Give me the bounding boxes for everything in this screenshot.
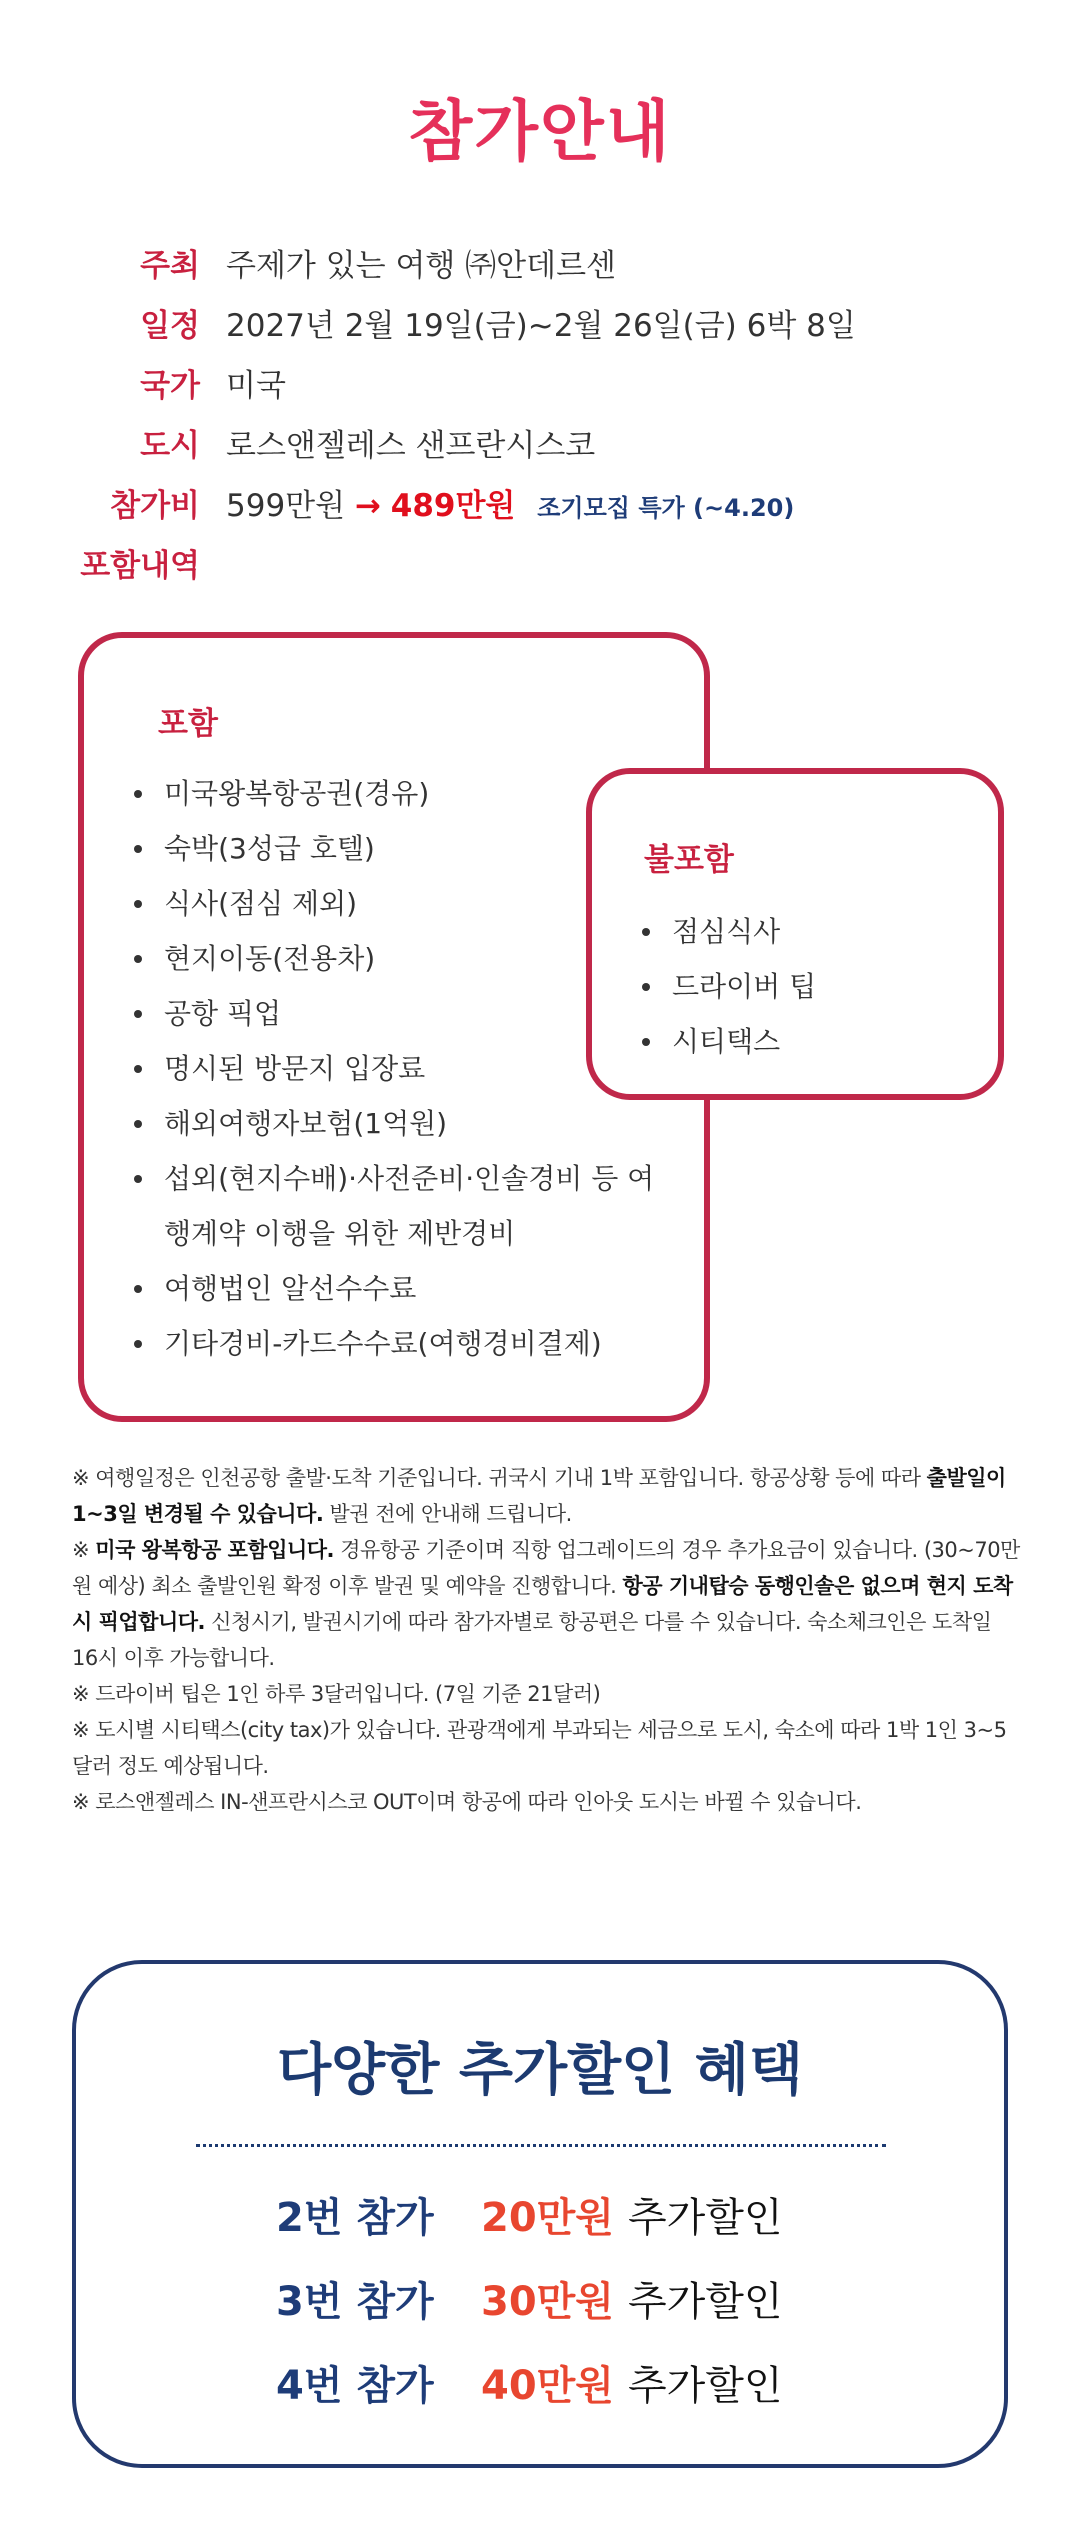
- note-emphasis: 출발일이 1~3일 변경될 수 있습니다.: [72, 1466, 1006, 1526]
- list-item: 드라이버 팁: [636, 959, 966, 1014]
- list-item: 여행법인 알선수수료: [128, 1261, 658, 1316]
- list-item: 숙박(3성급 호텔): [128, 821, 658, 876]
- list-item: 시티택스: [636, 1014, 966, 1069]
- host-label: 주최: [140, 248, 200, 284]
- discount-text: 추가할인: [627, 2279, 783, 2325]
- country-value: 미국: [226, 368, 286, 404]
- info-row-includes: [60, 540, 1040, 600]
- note-emphasis: 미국 왕복항공 포함입니다.: [95, 1538, 335, 1562]
- discount-list: [276, 2186, 783, 2438]
- host-value: 주제가 있는 여행 ㈜안데르센: [226, 248, 616, 284]
- discount-row: [276, 2354, 783, 2438]
- discount-amount: 30만원: [481, 2279, 614, 2325]
- info-row-host: [60, 240, 1040, 300]
- info-row-schedule: [60, 300, 1040, 360]
- discount-text: 추가할인: [627, 2363, 783, 2409]
- discount-row: [276, 2186, 783, 2270]
- fee-discounted: 489만원: [390, 488, 516, 524]
- list-item: 명시된 방문지 입장료: [128, 1041, 658, 1096]
- city-value: 로스앤젤레스 샌프란시스코: [226, 428, 596, 464]
- schedule-label: 일정: [140, 308, 200, 344]
- list-item: 식사(점심 제외): [128, 876, 658, 931]
- info-row-fee: [60, 480, 1040, 540]
- list-item: 미국왕복항공권(경유): [128, 766, 658, 821]
- participation-count: 3번 참가: [276, 2279, 434, 2325]
- excluded-title: 불포함: [644, 842, 734, 878]
- note-driver-tip: ※ 드라이버 팁은 1인 하루 3달러입니다. (7일 기준 21달러): [72, 1682, 601, 1706]
- list-item: 기타경비-카드수수료(여행경비결제): [128, 1316, 658, 1371]
- list-item: 섭외(현지수배)·사전준비·인솔경비 등 여행계약 이행을 위한 제반경비: [128, 1151, 658, 1261]
- list-item: 현지이동(전용차): [128, 931, 658, 986]
- info-row-country: [60, 360, 1040, 420]
- schedule-value: 2027년 2월 19일(금)~2월 26일(금) 6박 8일: [226, 308, 856, 344]
- note-route: ※ 로스앤젤레스 IN-샌프란시스코 OUT이며 항공에 따라 인아웃 도시는 바뀔 수 있습니다.: [72, 1790, 862, 1814]
- discount-box: [72, 1960, 1008, 2468]
- participation-count: 2번 참가: [276, 2195, 434, 2241]
- arrow-right-icon: →: [354, 488, 381, 524]
- page-title: 참가안내: [408, 93, 672, 170]
- fee-original: 599만원: [226, 488, 346, 524]
- discount-text: 추가할인: [627, 2195, 783, 2241]
- note-city-tax: ※ 도시별 시티택스(city tax)가 있습니다. 관광객에게 부과되는 세금으로 도시, 숙소에 따라 1박 1인 3~5달러 정도 예상됩니다.: [72, 1718, 1007, 1778]
- discount-row: [276, 2270, 783, 2354]
- notes: [72, 1460, 1022, 1820]
- excluded-list: [636, 904, 966, 1069]
- participation-count: 4번 참가: [276, 2363, 434, 2409]
- dotted-divider: [196, 2144, 886, 2147]
- discount-title: 다양한 추가할인 혜택: [277, 2038, 803, 2103]
- list-item: 해외여행자보험(1억원): [128, 1096, 658, 1151]
- discount-amount: 20만원: [481, 2195, 614, 2241]
- early-bird-note: 조기모집 특가 (~4.20): [537, 494, 795, 522]
- fee-value: [226, 480, 794, 525]
- discount-amount: 40만원: [481, 2363, 614, 2409]
- country-label: 국가: [140, 368, 200, 404]
- included-title: 포함: [158, 706, 218, 742]
- info-table: [60, 240, 1040, 600]
- list-item: 점심식사: [636, 904, 966, 959]
- includes-label: 포함내역: [80, 548, 200, 584]
- excluded-box: [586, 768, 1004, 1100]
- city-label: 도시: [140, 428, 200, 464]
- note-emphasis: 항공 기내탑승 동행인솔은 없으며 현지 도착시 픽업합니다.: [72, 1574, 1013, 1634]
- included-list: [128, 766, 658, 1371]
- list-item: 공항 픽업: [128, 986, 658, 1041]
- fee-label: 참가비: [110, 488, 200, 524]
- note-flight: ※ 미국 왕복항공 포함입니다. 경유항공 기준이며 직항 업그레이드의 경우 추가요금이 있습니다. (30~70만원 예상) 최소 출발인원 확정 이후 발권 및 예약을 진행합니다. 항공 기내탑승 동행인솔은 없으며 현지 도착시 픽업합니다. 신청시기, 발권시기에 따라 참가자별로 항공편은 다를 수 있습니다. 숙소체크인은 도착일 16시 이후 가능합니다.: [72, 1538, 1020, 1670]
- note-schedule: ※ 여행일정은 인천공항 출발·도착 기준입니다. 귀국시 기내 1박 포함입니다. 항공상황 등에 따라 출발일이 1~3일 변경될 수 있습니다. 발권 전에 안내해 드립니다.: [72, 1466, 1006, 1526]
- info-row-city: [60, 420, 1040, 480]
